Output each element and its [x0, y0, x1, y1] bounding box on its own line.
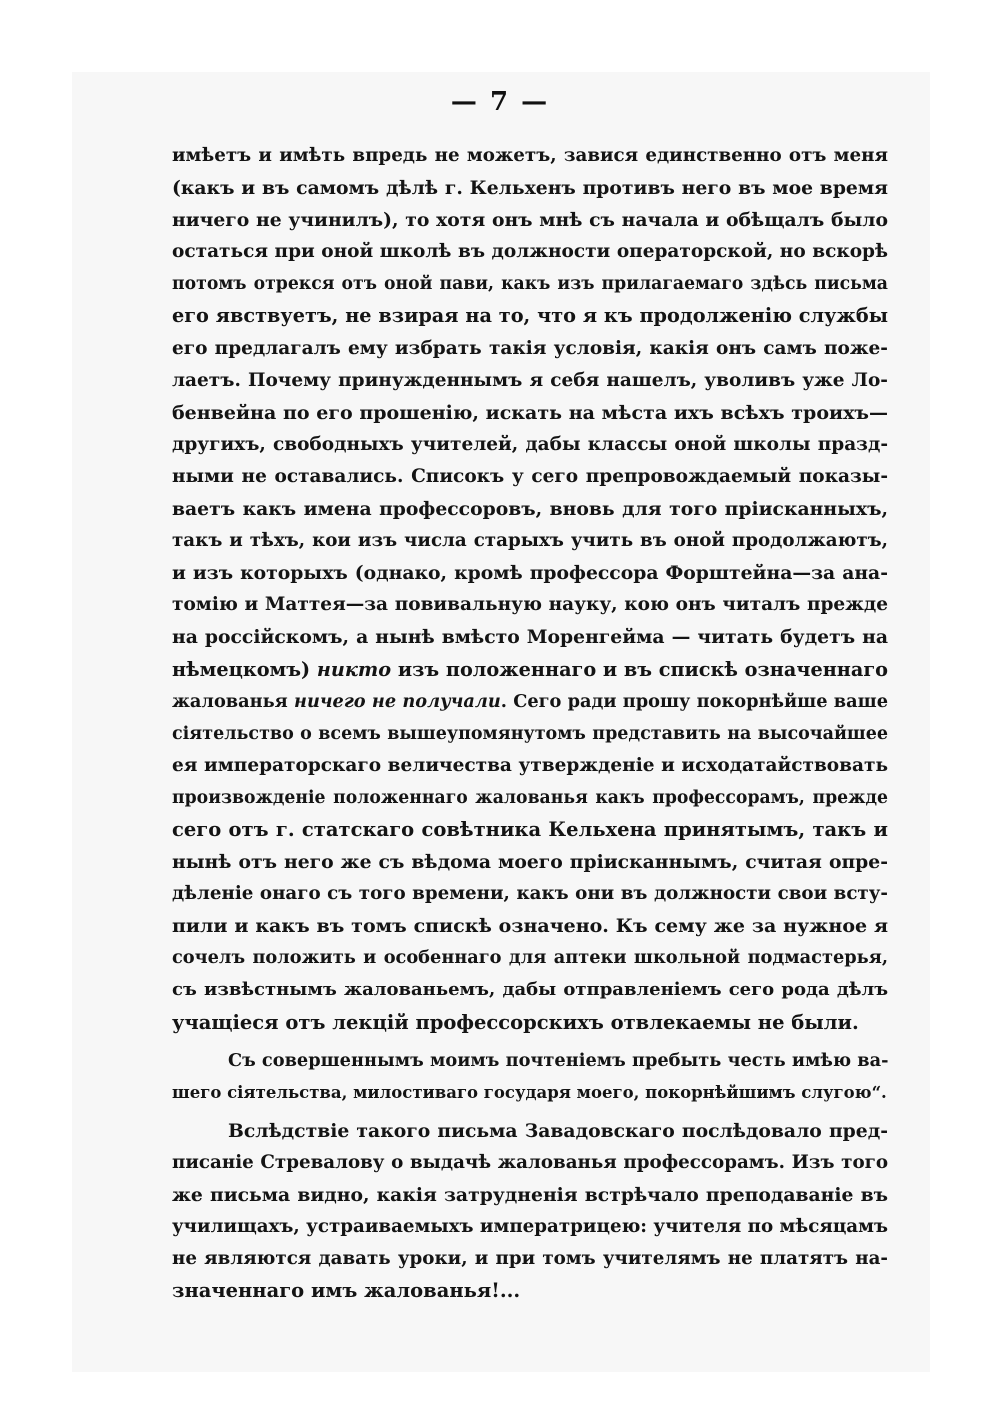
text-line: томію и Маттея—за повивальную науку, кою онъ читалъ прежде [172, 594, 888, 616]
text-line: ваетъ какъ имена профессоровъ, вновь для того пріисканныхъ, [172, 498, 888, 521]
text-segment: нѣмецкомъ) [172, 657, 317, 681]
italic-emphasis: ничего не получали [294, 690, 501, 712]
text-line: съ извѣстнымъ жалованьемъ, дабы отправленіемъ сего рода дѣлъ [172, 979, 888, 1001]
text-line: дѣленіе онаго съ того времени, какъ они въ должности свои всту- [172, 883, 888, 905]
text-line: сочелъ положить и особеннаго для аптеки школьной подмастерья, [172, 947, 888, 969]
body-text [172, 140, 888, 1307]
paragraph-3 [172, 1115, 888, 1308]
text-line-with-italic [172, 654, 888, 686]
text-line: другихъ, свободныхъ учителей, дабы классы оной школы празд- [172, 433, 888, 455]
text-line: учащіеся отъ лекцій профессорскихъ отвлекаемы не были. [172, 1010, 859, 1034]
text-line: лаетъ. Почему принужденнымъ я себя нашелъ, уволивъ уже Ло- [172, 369, 888, 391]
text-line: его предлагалъ ему избрать такія условія, какія онъ самъ поже- [172, 337, 888, 359]
text-line: нынѣ отъ него же съ вѣдома моего пріисканнымъ, считая опре- [172, 851, 888, 874]
text-line: пили и какъ въ томъ спискѣ означено. Къ сему же за нужное я [172, 915, 888, 938]
text-line: не являются давать уроки, и при томъ учителямъ не платятъ на- [172, 1248, 888, 1270]
text-line: имѣетъ и имѣть впредь не можетъ, завися единственно отъ меня [172, 145, 888, 166]
page-number: — 7 — [450, 87, 550, 117]
text-line: Съ совершеннымъ моимъ почтеніемъ пребыть честь имѣю ва- [228, 1049, 889, 1071]
text-line: сего отъ г. статскаго совѣтника Кельхена принятымъ, такъ и [172, 817, 888, 841]
text-line: Вслѣдствіе такого письма Завадовскаго послѣдовало пред- [228, 1119, 888, 1142]
text-line: ными не оставались. Списокъ у сего препровождаемый показы- [172, 465, 888, 487]
paragraph-1 [172, 140, 888, 1039]
text-line: писаніе Стревалову о выдачѣ жалованья профессорамъ. Изъ того [172, 1151, 888, 1173]
text-line: произвожденіе положеннаго жалованья какъ профессорамъ, прежде [172, 787, 888, 808]
text-line: ея императорскаго величества утвержденіе и исходатайствовать [172, 754, 888, 776]
text-line: его явствуетъ, не взирая на то, что я къ продолженію службы [172, 304, 888, 328]
text-line: остаться при оной школѣ въ должности операторской, но вскорѣ [172, 241, 888, 263]
text-segment: . Сего ради прошу покорнѣйше ваше [500, 690, 888, 712]
text-line: училищахъ, устраиваемыхъ императрицею: учителя по мѣсяцамъ [172, 1216, 888, 1238]
text-line: ничего не учинилъ), то хотя онъ мнѣ съ начала и обѣщалъ было [172, 209, 888, 232]
text-line: сіятельство о всемъ вышеупомянутомъ представить на высочайшее [172, 723, 888, 744]
text-line: (какъ и въ самомъ дѣлѣ г. Кельхенъ противъ него въ мое время [172, 177, 888, 200]
text-line: значеннаго имъ жалованья!... [172, 1279, 521, 1303]
italic-emphasis: никто [316, 657, 392, 681]
text-line: же письма видно, какія затрудненія встрѣчало преподаваніе въ [172, 1184, 888, 1206]
text-segment: изъ положеннаго и въ спискѣ означеннаго [391, 657, 888, 681]
text-line: потомъ отрекся отъ оной пави, какъ изъ прилагаемаго здѣсь письма [172, 274, 888, 295]
text-line: бенвейна по его прошенію, искать на мѣста ихъ всѣхъ троихъ— [172, 401, 888, 424]
text-line: шего сіятельства, милостиваго государя моего, покорнѣйшимъ слугою“. [172, 1082, 887, 1102]
text-line: на россійскомъ, а нынѣ вмѣсто Моренгейма — читать будетъ на [172, 626, 888, 649]
paragraph-2 [172, 1045, 888, 1109]
text-line-with-italic [172, 686, 888, 718]
text-line: такъ и тѣхъ, кои изъ числа старыхъ учить въ оной продолжаютъ, [172, 530, 888, 552]
text-segment: жалованья [172, 690, 294, 712]
text-line: и изъ которыхъ (однако, кромѣ профессора Форштейна—за ана- [172, 562, 888, 585]
